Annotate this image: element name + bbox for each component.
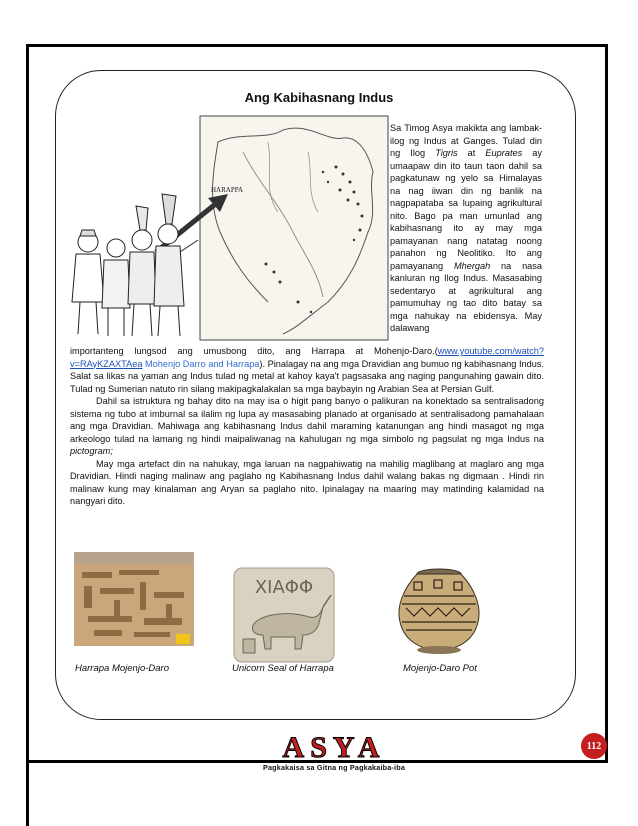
para1-end: ). Pinalagay na ang mga Dravidian ang bumuo ng kabihasnang Indus. Salat sa likas na yaman ang Indus tulad ng metal at kahoy kaya't pagsasaka ang naging pangunahing gawain dito. Tulad ng Sumerian natuto rin silang makipagkalakalan sa mga baybayin ng Arabian Sea at Persian Gulf. <box>70 358 544 394</box>
caption-pot: Mojenjo-Daro Pot <box>403 663 477 674</box>
mhergah-term: Mhergah <box>453 260 491 271</box>
frame-left-line <box>26 44 29 826</box>
video-title-link[interactable]: Mohenjo Darro and Harrapa <box>142 358 260 369</box>
logo-subtitle: Pagkakaisa sa Gitna ng Pagkakaiba-iba <box>262 763 406 772</box>
para1-start: importanteng lungsod ang umusbong dito, ang Harrapa at Mohenjo-Daro.( <box>70 346 438 356</box>
caption-ruins: Harrapa Mojenjo-Daro <box>75 663 169 674</box>
paragraph-1 <box>70 345 544 395</box>
caption-seal: Unicorn Seal of Harrapa <box>232 663 334 674</box>
youtube-link[interactable]: www.youtube.com/watch?v=RAyKZAXTAea <box>70 346 544 369</box>
paragraph-2 <box>70 395 544 458</box>
unicorn-seal-photo <box>231 565 337 665</box>
asya-logo <box>232 732 436 776</box>
map-label-harappa: HARAPPA <box>211 186 244 194</box>
intro-text: Sa Timog Asya makikta ang lambak-ilog ng Indus at Ganges. Tulad din ng Ilog Tigris at Euprates ay umaapaw din ito taun taon dahil sa pagkatunaw ng yelo sa Himalayas na nag iiwan din ng banlik na nagpapataba sa lupaing agrikultural nito. Bago pa man umunlad ang kabihasnang ito ay may mga pamayanan nang natatag noong panahon ng Neolitiko. Ito ang pamayanang <box>390 123 542 271</box>
page-title: Ang Kabihasnang Indus <box>244 90 394 105</box>
page-number-badge: 112 <box>581 733 607 759</box>
pictogram-term: pictogram; <box>70 446 113 456</box>
paragraph-3: May mga artefact din na nahukay, mga laruan na nagpahiwatig na mahilig maglibang at maglaro ang mga Dravidian. Hindi naging malinaw ang paglaho ng Kabihasnang Indus dahil walang bakas ng digmaan . Hindi rin malinaw kung may kinalaman ang Aryan sa paglaho nito. Ipinalagay na maaring may matinding kalamidad na nangyari dito. <box>70 458 544 506</box>
logo-text: ASYA <box>282 731 386 764</box>
intro-right-column <box>390 122 542 335</box>
frame-top-line <box>26 44 608 47</box>
mojenjo-daro-pot-photo <box>384 560 494 658</box>
body-text <box>70 345 544 508</box>
harrapa-ruins-photo <box>74 552 194 646</box>
intro-text-tail: na nasa kanluran ng Ilog Indus. Masasabing sedentaryo at agrikultural ang pamumuhay ng tao dito batay sa mga nahukay na ebidensya. May dalawang <box>390 260 542 333</box>
indus-map-illustration <box>68 112 390 346</box>
seal-glyphs: ΧΙΑΦΦ <box>254 577 314 598</box>
para2-text: Dahil sa istruktura ng bahay dito na may isa o higit pang banyo o palikuran na konektado sa sentralisadong sistema ng tubo at imburnal sa ilalim ng lupa ay masasabing planado at organisado at sentralisadong pamahalaan ang mga Dravidian. Mahiwaga ang kabihasnang Indus dahil maraming katanungan ang hindi masagot ng mga arkeologo tulad na lamang ng hindi maipaliwanag na kahulugan ng mga simbolo ng pagsulat ng mga Indus na <box>70 396 544 444</box>
frame-right-line <box>605 44 608 761</box>
